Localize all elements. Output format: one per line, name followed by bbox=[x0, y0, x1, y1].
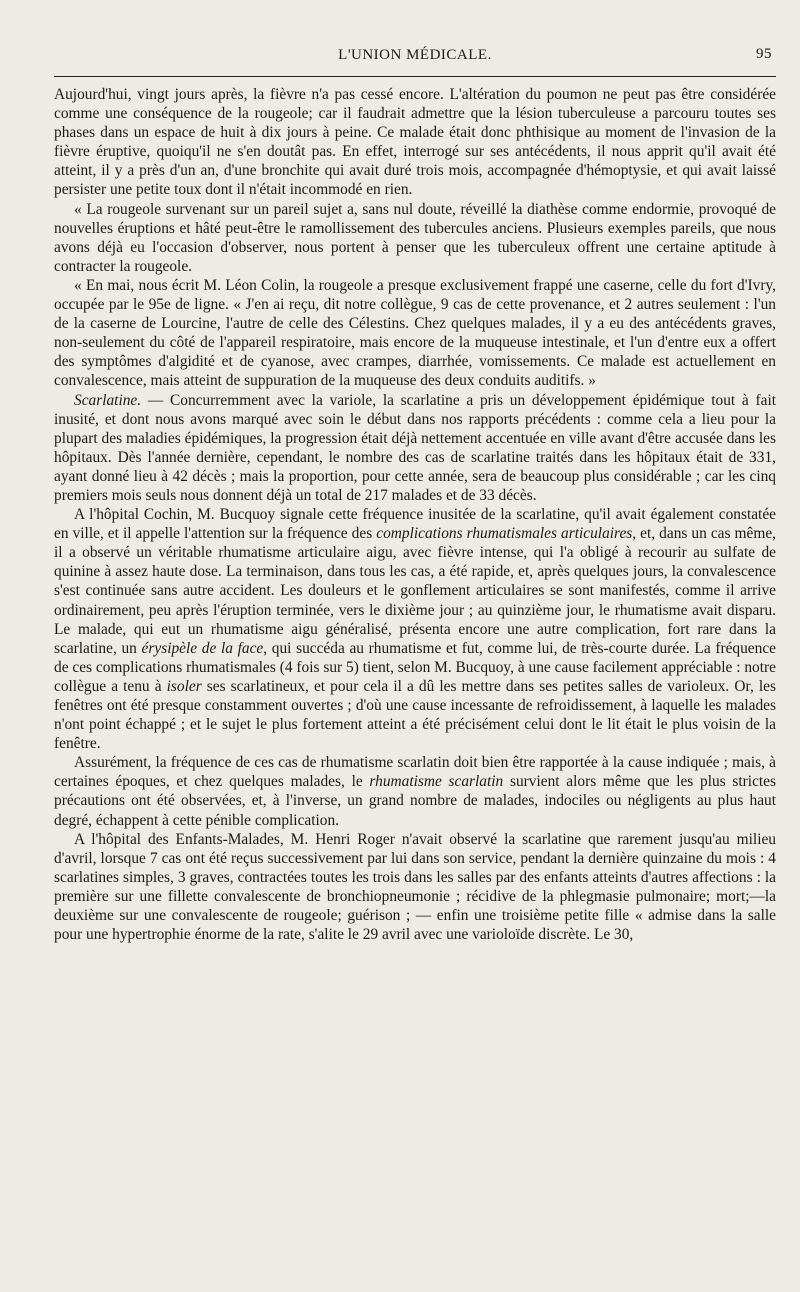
text-run: ses scarlatineux, et pour cela il a dû les mettre dans ses petites salles de varioleux. Or, les fenêtres ont été presque constamment ouvertes ; d'où une cause incessante de refroidissement, à laquelle les malades n'ont point échappé ; et le sujet le plus fortement atteint a été précisément celui dont le lit était le plus voisin de la fenêtre. bbox=[54, 677, 776, 753]
paragraph bbox=[54, 200, 776, 276]
italic-text: Scarlatine. bbox=[74, 391, 142, 409]
text-run: « En mai, nous écrit M. Léon Colin, la rougeole a presque exclusivement frappé une caserne, celle du fort d'Ivry, occupée par le 95e de ligne. « J'en ai reçu, dit notre collègue, 9 cas de cette provenance, et 2 autres seulement : l'un de la caserne de Lourcine, l'autre de celle des Célestins. Chez quelques malades, il y a eu des antécédents graves, non-seulement du côté de l'appareil respiratoire, mais encore de la muqueuse intestinale, et l'un d'entre eux a offert des symptômes d'algidité et de cyanose, avec crampes, diarrhée, vomissements. Ce malade est actuellement en convalescence, mais atteint de suppuration de la muqueuse des deux conduits auditifs. » bbox=[54, 276, 776, 390]
text-run: Aujourd'hui, vingt jours après, la fièvre n'a pas cessé encore. L'altération du poumon ne peut pas être considérée comme une conséquence de la rougeole; car il faudrait admettre que la lésion tuberculeuse a parcouru toutes ses phases dans un espace de huit à dix jours à peine. Ce malade était donc phthisique au moment de l'invasion de la fièvre éruptive, quoiqu'il ne s'en doutât pas. En effet, interrogé sur ses antécédents, il nous apprit qu'il avait été atteint, il y a près d'un an, d'une bronchite qui avait duré trois mois, accompagnée d'hémoptysie, et qui avait laissé persister une petite toux dont il n'était incommodé en rien. bbox=[54, 86, 776, 199]
paragraph bbox=[54, 753, 776, 829]
italic-text: rhumatisme scarlatin bbox=[369, 773, 504, 791]
paragraph bbox=[54, 505, 776, 753]
text-run: A l'hôpital des Enfants-Malades, M. Henri Roger n'avait observé la scarlatine que rarement jusqu'au milieu d'avril, lorsque 7 cas ont été reçus successivement par lui dans son service, pendant la dernière quinzaine du mois : 4 scarlatines simples, 3 graves, contractées toutes les trois dans les salles par des enfants atteints d'autres affections : la première sur une fillette convalescente de bronchiopneumonie ; récidive de la phlegmasie pulmonaire; mort;—la deuxième sur une convalescente de rougeole; guérison ; — enfin une troisième petite fille « admise dans la salle pour une hypertrophie énorme de la rate, s'alite le 29 avril avec une varioloïde discrète. Le 30, bbox=[54, 830, 776, 944]
text-run: Assurément, la fréquence de ces cas de rhumatisme scarlatin doit bien être rapportée à la cause indiquée ; mais, à certaines époques, et chez quelques malades, le bbox=[54, 754, 776, 791]
text-run: A l'hôpital Cochin, M. Bucquoy signale cette fréquence inusitée de la scarlatine, qu'il avait également constatée en ville, et il appelle l'attention sur la fréquence des bbox=[54, 506, 776, 543]
body-text bbox=[54, 85, 776, 944]
text-run: « La rougeole survenant sur un pareil sujet a, sans nul doute, réveillé la diathèse comme endormie, provoqué de nouvelles éruptions et hâté peut-être le ramollissement des tubercules anciens. Plusieurs exemples pareils, que nous avons déjà eu l'occasion d'observer, nous portent à penser que les tuberculeux offrent une certaine aptitude à contracter la rougeole. bbox=[54, 200, 776, 275]
italic-text: érysipèle de la face bbox=[141, 639, 264, 657]
page-number: 95 bbox=[756, 46, 772, 62]
paragraph bbox=[54, 830, 776, 945]
italic-text: isoler bbox=[166, 677, 202, 695]
text-run: survient alors même que les plus strictes précautions ont été observées, et, à l'inverse, un grand nombre de malades, indociles ou négligents au plus haut degré, échappent à cette pénible complication. bbox=[54, 773, 776, 829]
running-header bbox=[54, 46, 776, 72]
text-run: — Concurremment avec la variole, la scarlatine a pris un développement épidémique tout à fait inusité, et dont nous avons marqué avec soin le début dans nos rapports précédents : comme cela a lieu pour la plupart des maladies épidémiques, la progression était déjà nettement accentuée en ville avant d'être accusée dans les hôpitaux. Dès l'année dernière, cependant, le nombre des cas de scarlatine traités dans les hôpitaux était de 331, ayant donné lieu à 42 décès ; mais la proportion, pour cette année, sera de beaucoup plus considérable ; car les cinq premiers mois seuls nous donnent déjà un total de 217 malades et de 33 décès. bbox=[54, 391, 776, 504]
paragraph bbox=[54, 276, 776, 391]
paragraph bbox=[54, 85, 776, 200]
paragraph bbox=[54, 391, 776, 506]
text-run: , qui succéda au rhumatisme et fut, comme lui, de très-courte durée. La fréquence de ces complications rhumatismales (4 fois sur 5) tient, selon M. Bucquoy, à une cause facilement appréciable : notre collègue a tenu à bbox=[54, 639, 776, 695]
italic-text: complications rhumatismales articulaires bbox=[376, 525, 633, 543]
text-run: , et, dans un cas même, il a observé un véritable rhumatisme articulaire aigu, avec fièvre intense, qui l'a obligé à recourir au sulfate de quinine à assez haute dose. La terminaison, dans tous les cas, a été rapide, et, après quelques jours, la convalescence s'est continuée sans autre accident. Les douleurs et le gonflement articulaires se sont manifestés, comme il arrive ordinairement, peu après l'éruption terminée, vers le dixième jour ; au quinzième jour, le rhumatisme avait disparu. Le malade, qui eut un rhumatisme aigu généralisé, présenta encore une autre complication, fort rare dans la scarlatine, un bbox=[54, 525, 776, 657]
header-rule bbox=[54, 76, 776, 77]
journal-title: L'UNION MÉDICALE. bbox=[338, 47, 492, 63]
